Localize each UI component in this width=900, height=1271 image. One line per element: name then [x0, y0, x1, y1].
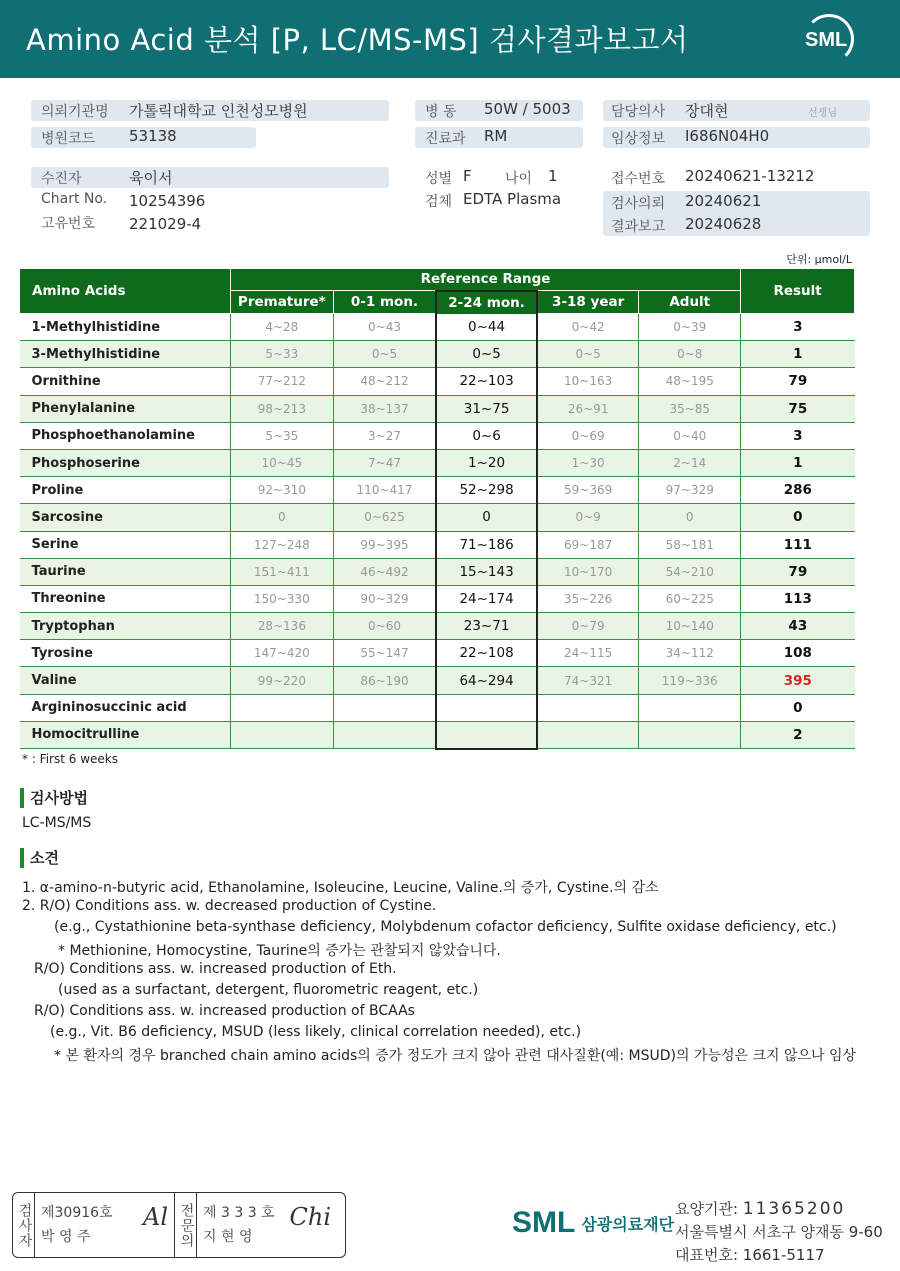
amino-acid-name: Proline [20, 477, 231, 504]
premature-range [230, 721, 333, 748]
amino-acid-name: Sarcosine [20, 504, 231, 531]
table-row [20, 504, 855, 531]
amino-acid-name: Homocitrulline [20, 721, 231, 748]
chart-no: 10254396 [129, 192, 206, 210]
dept-label: 진료과 [425, 131, 466, 147]
2-24-mon-range: 22~108 [436, 640, 537, 667]
col-premature: Premature* [230, 291, 333, 314]
institution-label: 의뢰기관명 [41, 104, 109, 120]
adult-range: 119~336 [639, 667, 741, 694]
2-24-mon-range: 64~294 [436, 667, 537, 694]
table-row [20, 558, 855, 585]
opinion-line: R/O) Conditions ass. w. increased production of Eth. [34, 961, 397, 977]
chart-label: Chart No. [41, 191, 108, 207]
result-value: 2 [741, 721, 855, 748]
3-18-year-range: 0~9 [537, 504, 639, 531]
table-row [20, 477, 855, 504]
examiner-label-cell [13, 1193, 35, 1257]
table-row [20, 585, 855, 612]
result-value: 0 [741, 694, 855, 721]
amino-acid-table [19, 268, 855, 750]
org-name: 삼광의료재단 [581, 1214, 675, 1234]
table-row [20, 640, 855, 667]
result-value: 286 [741, 477, 855, 504]
patient-label: 수진자 [41, 171, 82, 187]
col-result: Result [741, 269, 855, 314]
opinion-line: R/O) Conditions ass. w. increased production of BCAAs [34, 1003, 415, 1019]
adult-range: 0 [639, 504, 741, 531]
premature-range: 28~136 [230, 613, 333, 640]
2-24-mon-range: 24~174 [436, 585, 537, 612]
premature-range: 10~45 [230, 449, 333, 476]
premature-range: 98~213 [230, 395, 333, 422]
hospital-code: 53138 [129, 127, 177, 145]
opinion-line: * 본 환자의 경우 branched chain amino acids의 증가 정도가 크지 않아 관련 대사질환(예: MSUD)의 가능성은 크지 않으나 임상 [54, 1048, 857, 1064]
doctor-label: 담당의사 [611, 104, 666, 120]
patient-name: 육이서 [129, 169, 173, 187]
receipt-label: 접수번호 [611, 171, 666, 187]
adult-range [639, 721, 741, 748]
amino-acid-name: 1-Methylhistidine [20, 314, 231, 341]
premature-range: 147~420 [230, 640, 333, 667]
amino-acid-name: Ornithine [20, 368, 231, 395]
result-value: 0 [741, 504, 855, 531]
table-row [20, 422, 855, 449]
table-row [20, 721, 855, 748]
premature-range: 5~33 [230, 341, 333, 368]
age-label: 나이 [505, 171, 533, 187]
specialist-label: 전문의 [178, 1202, 195, 1248]
2-24-mon-range [436, 721, 537, 748]
table-row [20, 368, 855, 395]
specimen-label: 검체 [425, 194, 453, 210]
0-1-mon-range: 55~147 [333, 640, 436, 667]
specialist-no: 제 3 3 3 호 [203, 1205, 275, 1221]
dept: RM [484, 127, 508, 145]
result-value: 3 [741, 422, 855, 449]
signature-box [12, 1192, 346, 1258]
0-1-mon-range: 48~212 [333, 368, 436, 395]
org-code: 11365200 [742, 1199, 846, 1219]
3-18-year-range: 0~79 [537, 613, 639, 640]
result-value: 43 [741, 613, 855, 640]
amino-acid-name: Threonine [20, 585, 231, 612]
0-1-mon-range: 86~190 [333, 667, 436, 694]
3-18-year-range: 10~170 [537, 558, 639, 585]
adult-range: 2~14 [639, 449, 741, 476]
org-info: 요양기관: 11365200 서울특별시 서초구 양재동 9-60 대표번호: 1661-5117 [675, 1199, 883, 1264]
clinical-info: I686N04H0 [685, 127, 770, 145]
table-row [20, 694, 855, 721]
result-value: 111 [741, 531, 855, 558]
examiner-signature: Al [142, 1203, 168, 1231]
org-phone: 1661-5117 [742, 1246, 825, 1264]
method-title: 검사방법 [20, 788, 88, 808]
0-1-mon-range: 38~137 [333, 395, 436, 422]
opinion-line: 2. R/O) Conditions ass. w. decreased production of Cystine. [22, 898, 437, 914]
examiner-no: 제30916호 [41, 1205, 113, 1221]
0-1-mon-range: 7~47 [333, 449, 436, 476]
adult-range: 60~225 [639, 585, 741, 612]
result-value: 75 [741, 395, 855, 422]
table-row [20, 341, 855, 368]
unit-label: 단위: μmol/L [786, 253, 852, 266]
sex: F [463, 167, 472, 185]
col-3-18-year: 3-18 year [537, 291, 639, 314]
amino-acid-name: Phenylalanine [20, 395, 231, 422]
premature-range: 99~220 [230, 667, 333, 694]
hospital-code-label: 병원코드 [41, 131, 96, 147]
request-label: 검사의뢰 [611, 196, 666, 212]
adult-range: 97~329 [639, 477, 741, 504]
2-24-mon-range: 0~44 [436, 314, 537, 341]
premature-range: 151~411 [230, 558, 333, 585]
premature-range: 92~310 [230, 477, 333, 504]
2-24-mon-range: 0~5 [436, 341, 537, 368]
sex-label: 성별 [425, 171, 453, 187]
3-18-year-range: 10~163 [537, 368, 639, 395]
adult-range: 0~39 [639, 314, 741, 341]
table-row [20, 395, 855, 422]
0-1-mon-range: 0~43 [333, 314, 436, 341]
adult-range: 48~195 [639, 368, 741, 395]
premature-range: 77~212 [230, 368, 333, 395]
0-1-mon-range: 99~395 [333, 531, 436, 558]
premature-range: 0 [230, 504, 333, 531]
3-18-year-range [537, 721, 639, 748]
table-row [20, 613, 855, 640]
2-24-mon-range [436, 694, 537, 721]
specialist-label-cell [175, 1193, 197, 1257]
result-value: 3 [741, 314, 855, 341]
adult-range: 58~181 [639, 531, 741, 558]
col-reference-range: Reference Range [230, 269, 740, 291]
age: 1 [548, 167, 558, 185]
report-date: 20240628 [685, 215, 762, 233]
result-value: 108 [741, 640, 855, 667]
2-24-mon-range: 1~20 [436, 449, 537, 476]
result-value: 79 [741, 558, 855, 585]
clinical-label: 임상정보 [611, 131, 666, 147]
doctor-suffix: 선생님 [808, 108, 837, 119]
3-18-year-range: 0~69 [537, 422, 639, 449]
result-value: 113 [741, 585, 855, 612]
3-18-year-range: 0~5 [537, 341, 639, 368]
adult-range: 10~140 [639, 613, 741, 640]
adult-range: 0~8 [639, 341, 741, 368]
amino-acid-name: Serine [20, 531, 231, 558]
table-row [20, 449, 855, 476]
institution: 가톨릭대학교 인천성모병원 [129, 102, 308, 120]
premature-range [230, 694, 333, 721]
2-24-mon-range: 71~186 [436, 531, 537, 558]
3-18-year-range: 69~187 [537, 531, 639, 558]
ward-label: 병 동 [425, 104, 457, 120]
0-1-mon-range: 0~5 [333, 341, 436, 368]
premature-range: 150~330 [230, 585, 333, 612]
premature-range: 127~248 [230, 531, 333, 558]
report-title: Amino Acid 분석 [P, LC/MS-MS] 검사결과보고서 [26, 23, 689, 57]
col-0-1-mon: 0-1 mon. [333, 291, 436, 314]
table-row [20, 314, 855, 341]
2-24-mon-range: 52~298 [436, 477, 537, 504]
request-date: 20240621 [685, 192, 762, 210]
ward: 50W / 5003 [484, 100, 571, 118]
footnote: * : First 6 weeks [22, 752, 118, 766]
col-2-24-mon: 2-24 mon. [436, 291, 537, 314]
adult-range: 0~40 [639, 422, 741, 449]
specialist-name: 지 현 영 [203, 1229, 253, 1245]
3-18-year-range: 59~369 [537, 477, 639, 504]
doctor: 장대현 [685, 102, 729, 120]
0-1-mon-range: 46~492 [333, 558, 436, 585]
amino-acid-name: Phosphoethanolamine [20, 422, 231, 449]
amino-acid-name: Argininosuccinic acid [20, 694, 231, 721]
sml-logo: SML [804, 14, 854, 64]
opinion-line: (used as a surfactant, detergent, fluorometric reagent, etc.) [58, 982, 479, 998]
2-24-mon-range: 15~143 [436, 558, 537, 585]
specialist-signature: Chi [289, 1203, 331, 1231]
table-row [20, 667, 855, 694]
examiner-label: 검사자 [16, 1202, 33, 1248]
amino-acid-name: Tyrosine [20, 640, 231, 667]
adult-range: 54~210 [639, 558, 741, 585]
org-logo: SML 삼광의료재단 [512, 1206, 675, 1239]
0-1-mon-range: 0~625 [333, 504, 436, 531]
result-value: 79 [741, 368, 855, 395]
examiner-name: 박 영 주 [41, 1229, 91, 1245]
adult-range [639, 694, 741, 721]
amino-acid-name: Taurine [20, 558, 231, 585]
amino-acid-name: Phosphoserine [20, 449, 231, 476]
col-adult: Adult [639, 291, 741, 314]
report-label: 결과보고 [611, 219, 666, 235]
3-18-year-range: 1~30 [537, 449, 639, 476]
org-address: 서울특별시 서초구 양재동 9-60 [675, 1223, 883, 1241]
0-1-mon-range: 0~60 [333, 613, 436, 640]
2-24-mon-range: 31~75 [436, 395, 537, 422]
result-value: 1 [741, 341, 855, 368]
0-1-mon-range: 90~329 [333, 585, 436, 612]
2-24-mon-range: 0~6 [436, 422, 537, 449]
2-24-mon-range: 22~103 [436, 368, 537, 395]
premature-range: 5~35 [230, 422, 333, 449]
specimen: EDTA Plasma [463, 190, 562, 208]
3-18-year-range: 35~226 [537, 585, 639, 612]
3-18-year-range: 74~321 [537, 667, 639, 694]
3-18-year-range: 26~91 [537, 395, 639, 422]
amino-acid-name: Tryptophan [20, 613, 231, 640]
0-1-mon-range [333, 721, 436, 748]
result-value: 1 [741, 449, 855, 476]
0-1-mon-range: 3~27 [333, 422, 436, 449]
unique-label: 고유번호 [41, 216, 96, 232]
premature-range: 4~28 [230, 314, 333, 341]
unique-no: 221029-4 [129, 215, 202, 233]
opinion-line: (e.g., Vit. B6 deficiency, MSUD (less likely, clinical correlation needed), etc.) [50, 1024, 582, 1040]
adult-range: 34~112 [639, 640, 741, 667]
3-18-year-range: 0~42 [537, 314, 639, 341]
3-18-year-range: 24~115 [537, 640, 639, 667]
2-24-mon-range: 0 [436, 504, 537, 531]
adult-range: 35~85 [639, 395, 741, 422]
report-header [0, 0, 900, 78]
method-text: LC-MS/MS [22, 815, 92, 831]
amino-acid-name: Valine [20, 667, 231, 694]
0-1-mon-range: 110~417 [333, 477, 436, 504]
receipt-no: 20240621-13212 [685, 167, 815, 185]
3-18-year-range [537, 694, 639, 721]
opinion-line: 1. α-amino-n-butyric acid, Ethanolamine, Isoleucine, Leucine, Valine.의 증가, Cystine.의 감소 [22, 880, 659, 896]
amino-acid-name: 3-Methylhistidine [20, 341, 231, 368]
result-value: 395 [741, 667, 855, 694]
table-row [20, 531, 855, 558]
opinion-line: (e.g., Cystathionine beta-synthase deficiency, Molybdenum cofactor deficiency, Sulfite oxidase deficiency, etc.) [54, 919, 837, 935]
col-amino-acids: Amino Acids [20, 269, 231, 314]
opinion-title: 소견 [20, 848, 59, 868]
2-24-mon-range: 23~71 [436, 613, 537, 640]
0-1-mon-range [333, 694, 436, 721]
opinion-line: * Methionine, Homocystine, Taurine의 증가는 관찰되지 않았습니다. [58, 943, 501, 959]
